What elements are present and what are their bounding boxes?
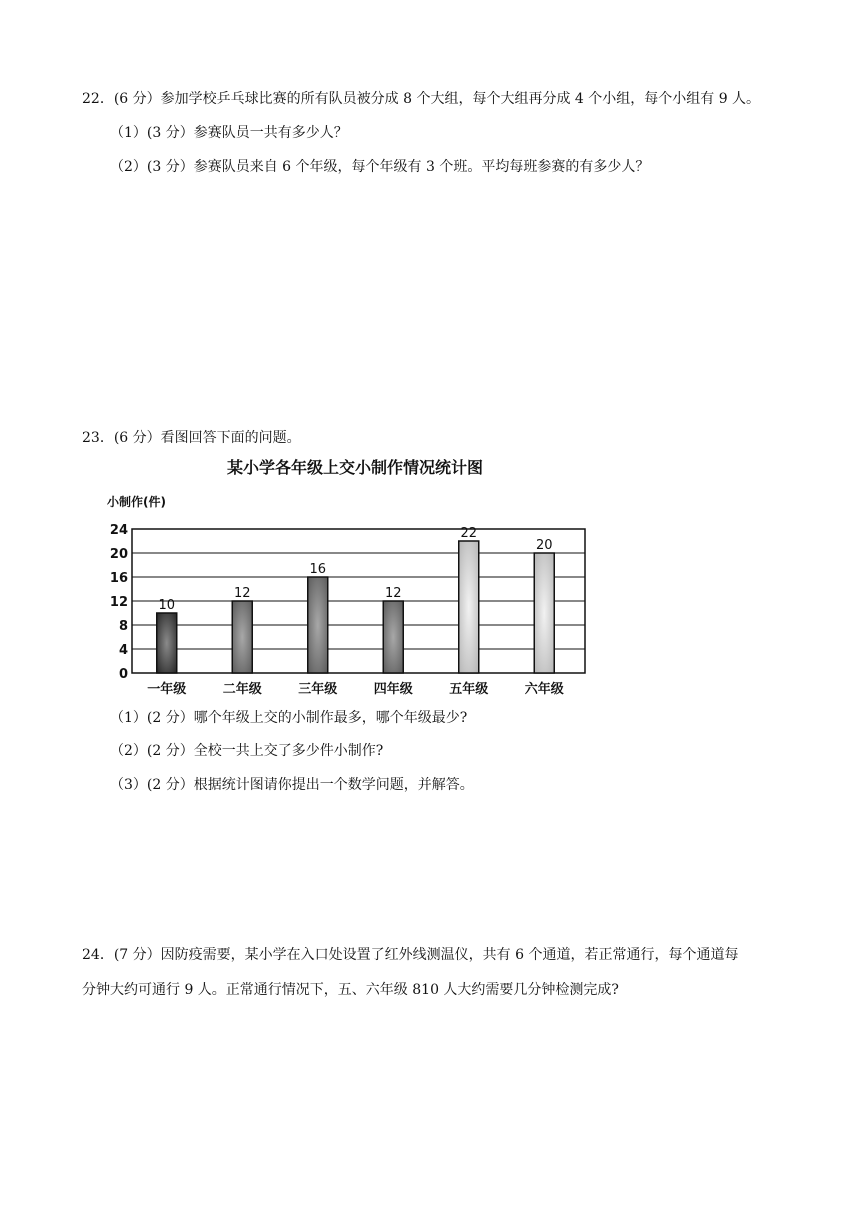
bar-value-label: 22	[460, 526, 478, 541]
y-tick-label: 8	[118, 619, 128, 634]
y-tick-label: 0	[118, 667, 128, 682]
x-tick-label: 六年级	[524, 682, 564, 697]
bar	[459, 541, 479, 673]
bar-value-label: 10	[158, 598, 176, 613]
y-tick-label: 12	[109, 595, 128, 610]
bar-chart	[105, 451, 600, 701]
x-tick-label: 四年级	[373, 682, 413, 697]
bar-value-label: 12	[233, 586, 251, 601]
x-tick-label: 二年级	[222, 682, 262, 697]
y-tick-label: 20	[109, 547, 128, 562]
question-22-part-1: （1）(3 分）参赛队员一共有多少人？	[110, 125, 348, 141]
x-tick-label: 五年级	[449, 682, 489, 697]
bar-value-label: 16	[309, 562, 327, 577]
bar	[308, 577, 328, 673]
question-23-part-3: （3）(2 分）根据统计图请你提出一个数学问题，并解答。	[110, 777, 474, 793]
y-tick-label: 4	[118, 643, 128, 658]
question-23-part-2: （2）(2 分）全校一共上交了多少件小制作?	[110, 743, 384, 759]
question-22-stem: 22．(6 分）参加学校乒乓球比赛的所有队员被分成 8 个大组，每个大组再分成 4 个小组，每个小组有 9 人。	[82, 91, 761, 107]
x-tick-label: 一年级	[147, 682, 187, 697]
question-24-line-2: 分钟大约可通行 9 人。正常通行情况下，五、六年级 810 人大约需要几分钟检测完成?	[82, 982, 619, 998]
question-23-stem: 23．(6 分）看图回答下面的问题。	[82, 430, 301, 446]
question-24-line-1: 24．(7 分）因防疫需要，某小学在入口处设置了红外线测温仪，共有 6 个通道，若正常通行，每个通道每	[82, 947, 739, 963]
y-tick-label: 24	[109, 523, 128, 538]
y-tick-label: 16	[109, 571, 128, 586]
y-axis-label: 小制作(件)	[107, 495, 166, 509]
question-22-part-2: （2）(3 分）参赛队员来自 6 个年级，每个年级有 3 个班。平均每班参赛的有多少人？	[110, 159, 650, 175]
x-tick-label: 三年级	[298, 682, 338, 697]
bar	[157, 613, 177, 673]
question-23-part-1: （1）(2 分）哪个年级上交的小制作最多，哪个年级最少?	[110, 710, 468, 726]
bar-value-label: 20	[535, 538, 553, 553]
bar-value-label: 12	[384, 586, 402, 601]
bar	[232, 601, 252, 673]
chart-title: 某小学各年级上交小制作情况统计图	[226, 458, 484, 477]
bar	[383, 601, 403, 673]
bar	[534, 553, 554, 673]
